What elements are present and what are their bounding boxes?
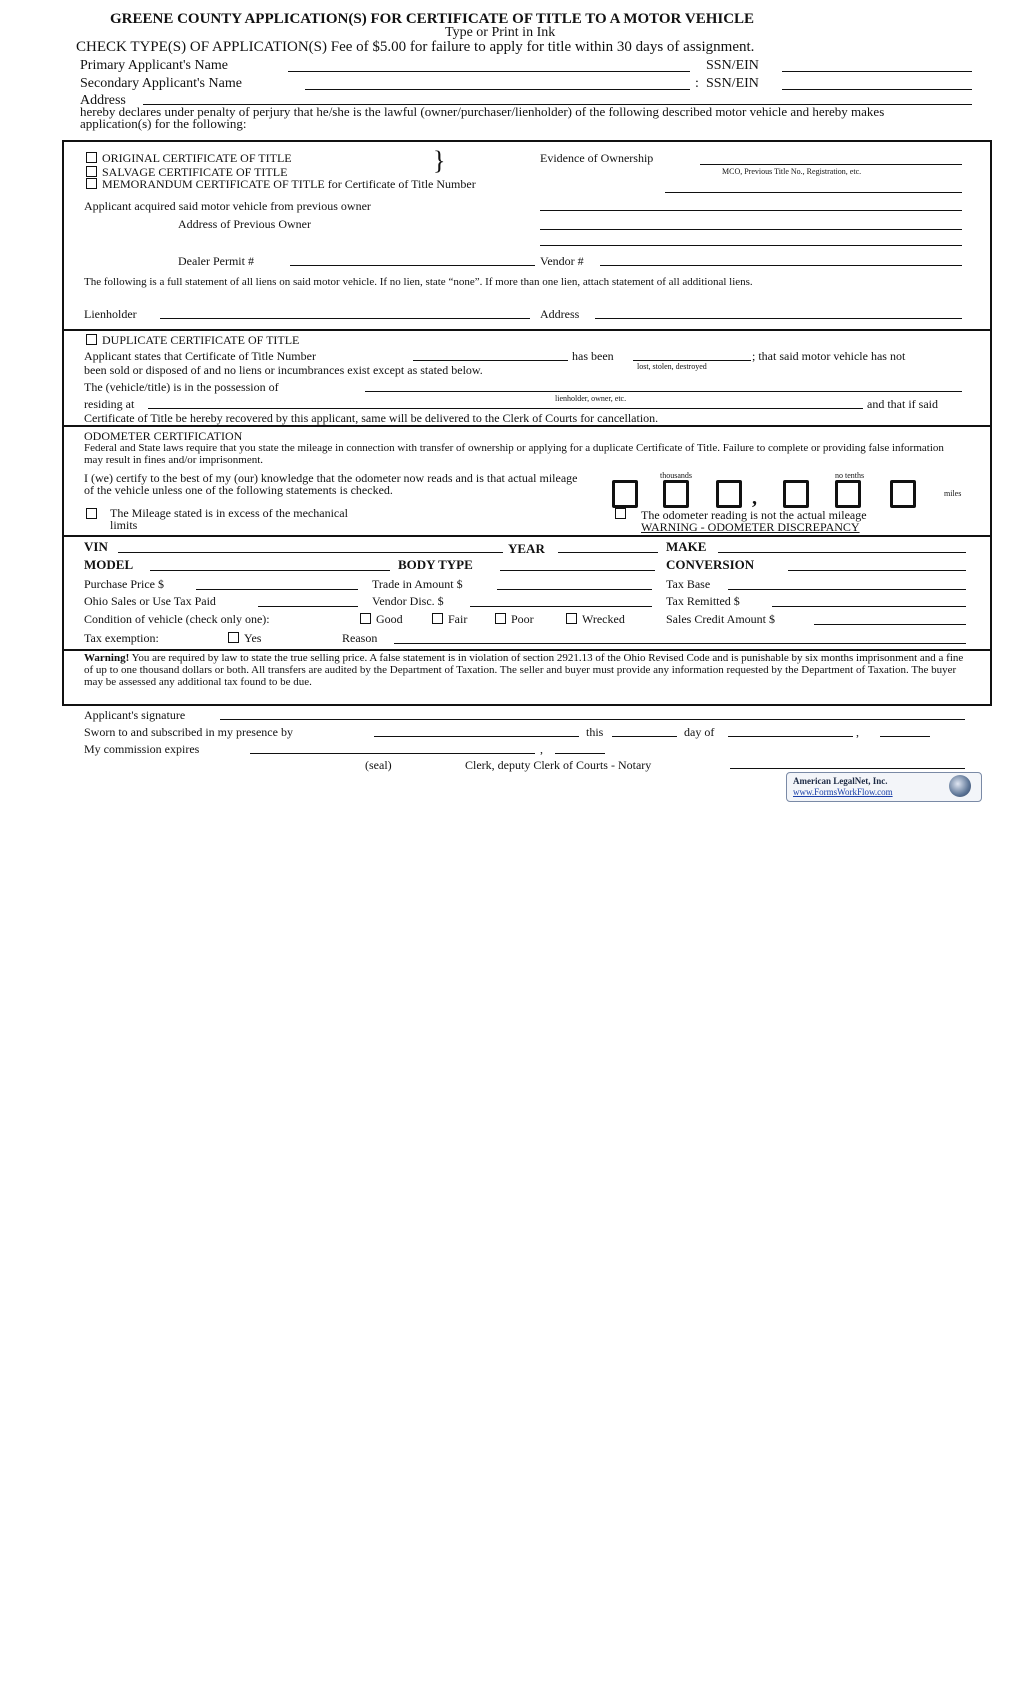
odometer-no-tenths-label: no tenths bbox=[835, 471, 865, 480]
warning-bold: Warning! bbox=[84, 652, 130, 664]
purchase-price-input[interactable] bbox=[196, 589, 358, 590]
lienholder-label: Lienholder bbox=[84, 307, 137, 321]
make-label: MAKE bbox=[666, 539, 707, 554]
liens-statement: The following is a full statement of all liens on said motor vehicle. If no lien, state “none”. If more than one lien, attach statement of all additional liens. bbox=[84, 276, 753, 288]
sales-credit-input[interactable] bbox=[814, 624, 966, 625]
residing-label: residing at bbox=[84, 397, 135, 411]
commission-expires-input[interactable] bbox=[250, 753, 535, 754]
checkbox-salvage[interactable] bbox=[86, 166, 97, 177]
brace-symbol: } bbox=[433, 146, 446, 175]
possession-input[interactable] bbox=[365, 391, 962, 392]
checkbox-memorandum[interactable] bbox=[86, 178, 97, 189]
condition-wrecked-label: Wrecked bbox=[582, 612, 625, 626]
divider-odometer bbox=[62, 425, 992, 427]
year-label: YEAR bbox=[508, 541, 545, 556]
year-input[interactable] bbox=[558, 552, 658, 553]
lienholder-input[interactable] bbox=[160, 318, 530, 319]
sales-credit-label: Sales Credit Amount $ bbox=[666, 612, 775, 626]
duplicate-and-that: and that if said bbox=[867, 397, 938, 411]
make-input[interactable] bbox=[718, 552, 966, 553]
warning-text: You are required by law to state the true selling price. A false statement is in violation of section 2921.13 of the Ohio Revised Code and is punishable by six months imprisonment and a fine of up to one thousand dollars or both. All transfers are audited by the Department of Taxation. The seller and buyer must provide any information requested by the Department of Taxation. The buyer may be assessed any additional tax found to be due. bbox=[84, 652, 964, 688]
purchase-price-label: Purchase Price $ bbox=[84, 577, 164, 591]
sworn-this-label: this bbox=[586, 725, 604, 739]
condition-good[interactable] bbox=[360, 612, 403, 627]
evidence-input[interactable] bbox=[700, 164, 962, 165]
body-type-label: BODY TYPE bbox=[398, 557, 473, 572]
previous-owner-address-label: Address of Previous Owner bbox=[178, 217, 311, 231]
company-url[interactable]: www.FormsWorkFlow.com bbox=[793, 787, 893, 797]
option-duplicate-label: DUPLICATE CERTIFICATE OF TITLE bbox=[102, 333, 300, 347]
odometer-digit-3[interactable] bbox=[716, 480, 742, 508]
condition-label: Condition of vehicle (check only one): bbox=[84, 612, 270, 626]
vendor-label: Vendor # bbox=[540, 254, 584, 268]
not-actual-text: The odometer reading is not the actual mileage bbox=[641, 508, 867, 522]
globe-icon bbox=[949, 775, 971, 797]
checkbox-poor[interactable] bbox=[495, 613, 506, 624]
tax-remitted-label: Tax Remitted $ bbox=[666, 594, 740, 608]
secondary-applicant-label: Secondary Applicant's Name bbox=[80, 76, 242, 91]
tax-exemption-yes[interactable] bbox=[228, 631, 261, 646]
model-input[interactable] bbox=[150, 570, 390, 571]
option-original-label: ORIGINAL CERTIFICATE OF TITLE bbox=[102, 151, 292, 165]
option-mileage-excess[interactable] bbox=[86, 507, 102, 522]
residing-input[interactable] bbox=[148, 408, 863, 409]
tax-base-label: Tax Base bbox=[666, 577, 711, 591]
odometer-miles-label: miles bbox=[944, 489, 962, 498]
divider-duplicate bbox=[62, 329, 992, 331]
odometer-comma: , bbox=[752, 487, 757, 509]
reason-input[interactable] bbox=[394, 643, 966, 644]
previous-owner-input[interactable] bbox=[540, 210, 962, 211]
odometer-digit-4[interactable] bbox=[783, 480, 809, 508]
sworn-year-input[interactable] bbox=[880, 736, 930, 737]
previous-owner-address-input-2[interactable] bbox=[540, 245, 962, 246]
odometer-federal-text: Federal and State laws require that you state the mileage in connection with transfer of ownership or applying for a duplicate Certificate of Title. Failure to complete or providing false information may result in fines and/or imprisonment. bbox=[84, 442, 944, 466]
memorandum-title-number-input[interactable] bbox=[665, 192, 962, 193]
vendor-disc-label: Vendor Disc. $ bbox=[372, 594, 444, 608]
commission-year-input[interactable] bbox=[555, 753, 605, 754]
odometer-digit-5[interactable] bbox=[835, 480, 861, 508]
primary-applicant-input[interactable] bbox=[288, 71, 690, 72]
conversion-input[interactable] bbox=[788, 570, 966, 571]
model-label: MODEL bbox=[84, 557, 134, 572]
sworn-name-input[interactable] bbox=[374, 736, 579, 737]
odometer-certify-text: I (we) certify to the best of my (our) knowledge that the odometer now reads and is that actual mileage of the vehicle unless one of the following statements is checked. bbox=[84, 471, 578, 497]
vin-label: VIN bbox=[84, 539, 108, 554]
secondary-ssn-label: SSN/EIN bbox=[706, 76, 759, 91]
option-not-actual[interactable] bbox=[615, 507, 631, 522]
condition-fair-label: Fair bbox=[448, 612, 468, 626]
commission-comma: , bbox=[540, 742, 543, 756]
odometer-digit-1[interactable] bbox=[612, 480, 638, 508]
tax-exemption-label: Tax exemption: bbox=[84, 631, 159, 645]
sworn-comma: , bbox=[856, 725, 859, 739]
vin-input[interactable] bbox=[118, 552, 503, 553]
acquired-from-label: Applicant acquired said motor vehicle from previous owner bbox=[84, 199, 371, 213]
checkbox-fair[interactable] bbox=[432, 613, 443, 624]
commission-expires-label: My commission expires bbox=[84, 742, 200, 756]
trade-in-input[interactable] bbox=[497, 589, 652, 590]
vendor-input[interactable] bbox=[600, 265, 962, 266]
previous-owner-address-input-1[interactable] bbox=[540, 229, 962, 230]
primary-ssn-input[interactable] bbox=[782, 71, 972, 72]
form-subtitle: Type or Print in Ink bbox=[445, 25, 556, 40]
option-memorandum[interactable] bbox=[86, 177, 476, 192]
mileage-excess-text: The Mileage stated is in excess of the mechanical limits bbox=[110, 506, 348, 532]
warning-notice bbox=[84, 652, 966, 688]
checkbox-wrecked[interactable] bbox=[566, 613, 577, 624]
lien-address-label: Address bbox=[540, 307, 580, 321]
condition-fair[interactable] bbox=[432, 612, 467, 627]
odometer-digit-6[interactable] bbox=[890, 480, 916, 508]
lien-address-input[interactable] bbox=[595, 318, 962, 319]
duplicate-has-been: has been bbox=[572, 349, 614, 363]
tax-base-input[interactable] bbox=[728, 589, 966, 590]
sworn-label: Sworn to and subscribed in my presence by bbox=[84, 725, 293, 739]
duplicate-sold-text: been sold or disposed of and no liens or incumbrances exist except as stated below. bbox=[84, 363, 483, 377]
vendor-disc-input[interactable] bbox=[470, 606, 652, 607]
seal-label: (seal) bbox=[365, 758, 392, 772]
option-memorandum-label: MEMORANDUM CERTIFICATE OF TITLE for Certificate of Title Number bbox=[102, 177, 476, 191]
condition-poor[interactable] bbox=[495, 612, 534, 627]
checkbox-duplicate[interactable] bbox=[86, 334, 97, 345]
body-type-input[interactable] bbox=[500, 570, 655, 571]
company-name: American LegalNet, Inc. bbox=[793, 776, 888, 786]
secondary-applicant-input[interactable] bbox=[305, 89, 690, 90]
divider-warning bbox=[62, 649, 992, 651]
option-salvage-label: SALVAGE CERTIFICATE OF TITLE bbox=[102, 165, 288, 179]
odometer-digit-2[interactable] bbox=[663, 480, 689, 508]
tax-remitted-input[interactable] bbox=[772, 606, 966, 607]
odometer-thousands-label: thousands bbox=[660, 471, 692, 480]
checkbox-exemption-yes[interactable] bbox=[228, 632, 239, 643]
checkbox-original[interactable] bbox=[86, 152, 97, 163]
option-duplicate[interactable] bbox=[86, 333, 299, 348]
odometer-heading: ODOMETER CERTIFICATION bbox=[84, 429, 243, 443]
duplicate-lost-hint: lost, stolen, destroyed bbox=[637, 362, 707, 371]
possession-label: The (vehicle/title) is in the possession of bbox=[84, 380, 279, 394]
condition-wrecked[interactable] bbox=[566, 612, 625, 627]
dealer-permit-input[interactable] bbox=[290, 265, 535, 266]
evidence-label: Evidence of Ownership bbox=[540, 151, 654, 165]
ohio-tax-label: Ohio Sales or Use Tax Paid bbox=[84, 594, 216, 608]
primary-applicant-label: Primary Applicant's Name bbox=[80, 58, 228, 73]
legalnet-badge[interactable] bbox=[786, 772, 982, 802]
declaration-text: hereby declares under penalty of perjury that he/she is the lawful (owner/purchaser/lienholder) of the following described motor vehicle and hereby makes application(s) for the following: bbox=[80, 104, 885, 131]
applicant-signature-input[interactable] bbox=[220, 719, 965, 720]
checkbox-mileage-excess[interactable] bbox=[86, 508, 97, 519]
sworn-day-input[interactable] bbox=[612, 736, 677, 737]
duplicate-states-text: Applicant states that Certificate of Title Number bbox=[84, 349, 316, 363]
duplicate-has-not: ; that said motor vehicle has not bbox=[752, 349, 906, 363]
clerk-label: Clerk, deputy Clerk of Courts - Notary bbox=[465, 758, 652, 772]
duplicate-status-input[interactable] bbox=[633, 360, 751, 361]
evidence-hint: MCO, Previous Title No., Registration, etc. bbox=[722, 167, 862, 176]
conversion-label: CONVERSION bbox=[666, 557, 755, 572]
trade-in-label: Trade in Amount $ bbox=[372, 577, 463, 591]
recovered-text: Certificate of Title be hereby recovered by this applicant, same will be delivered to the Clerk of Courts for cancellation. bbox=[84, 411, 659, 425]
ohio-tax-input[interactable] bbox=[258, 606, 358, 607]
sworn-day-of-label: day of bbox=[684, 725, 715, 739]
condition-poor-label: Poor bbox=[511, 612, 534, 626]
tax-exemption-yes-label: Yes bbox=[244, 631, 262, 645]
condition-good-label: Good bbox=[376, 612, 403, 626]
checkbox-good[interactable] bbox=[360, 613, 371, 624]
duplicate-title-number-input[interactable] bbox=[413, 360, 568, 361]
reason-label: Reason bbox=[342, 631, 378, 645]
form-title: GREENE COUNTY APPLICATION(S) FOR CERTIFICATE OF TITLE TO A MOTOR VEHICLE bbox=[110, 11, 755, 27]
clerk-signature-input[interactable] bbox=[730, 768, 965, 769]
primary-ssn-label: SSN/EIN bbox=[706, 58, 759, 73]
checkbox-not-actual[interactable] bbox=[615, 508, 626, 519]
secondary-ssn-colon: : bbox=[695, 76, 699, 91]
odometer-discrepancy-warning: WARNING - ODOMETER DISCREPANCY bbox=[641, 520, 860, 534]
applicant-signature-label: Applicant's signature bbox=[84, 708, 186, 722]
dealer-permit-label: Dealer Permit # bbox=[178, 254, 254, 268]
option-original[interactable] bbox=[86, 151, 292, 166]
address-label: Address bbox=[80, 93, 126, 108]
check-type-instruction: CHECK TYPE(S) OF APPLICATION(S) Fee of $5.00 for failure to apply for title within 30 days of assignment. bbox=[76, 39, 755, 55]
sworn-month-input[interactable] bbox=[728, 736, 853, 737]
secondary-ssn-input[interactable] bbox=[782, 89, 972, 90]
divider-vehicle bbox=[62, 535, 992, 537]
lienholder-owner-hint: lienholder, owner, etc. bbox=[555, 394, 627, 403]
